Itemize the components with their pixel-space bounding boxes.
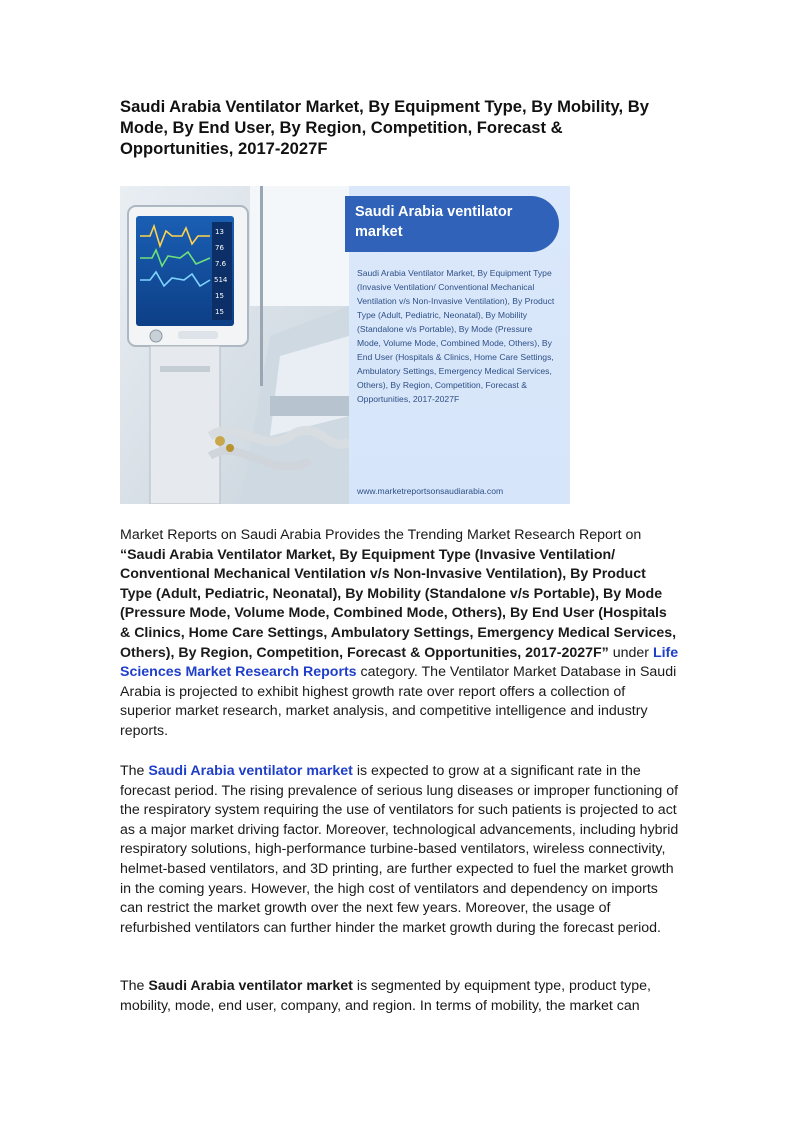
monitor-reading: 514 bbox=[214, 276, 228, 284]
report-banner-image bbox=[120, 186, 570, 504]
monitor-reading: 13 bbox=[215, 228, 224, 236]
banner-url: www.marketreportsonsaudiarabia.com bbox=[357, 486, 504, 496]
banner-heading: Saudi Arabia ventilator market bbox=[355, 204, 513, 240]
document-title: Saudi Arabia Ventilator Market, By Equipment Type, By Mobility, By Mode, By End User, By Region, Competition, Forecast & Opportunities, 2017-2027F bbox=[120, 97, 649, 158]
p3-bold-term: Saudi Arabia ventilator market bbox=[148, 978, 353, 994]
ventilator-photo bbox=[120, 186, 349, 504]
paragraph-market-overview bbox=[120, 762, 680, 938]
monitor-reading: 15 bbox=[215, 308, 224, 316]
under-text: under bbox=[608, 644, 653, 661]
p3-lead: The bbox=[120, 978, 149, 994]
paragraph-intro bbox=[120, 526, 680, 742]
monitor-reading: 15 bbox=[215, 292, 224, 300]
intro-text: Market Reports on Saudi Arabia Provides the Trending Market Research Report on bbox=[120, 527, 642, 543]
banner-description: Saudi Arabia Ventilator Market, By Equipment Type (Invasive Ventilation/ Conventional Mechanical Ventilation v/s Non-Invasive Ventilation), By Product Type (Adult, Pediatric, Neonatal), By Mobility (Standalone v/s Portable), By Mode (Pressure Mode, Volume Mode, Combined Mode, Others), By End User (Hospitals & Clinics, Home Care Settings, Ambulatory Settings, Emergency Medical Services, Others), By Region, Competition, Forecast & Opportunities, 2017-2027F bbox=[357, 268, 555, 404]
p2-rest: is expected to grow at a significant rate in the forecast period. The rising prevalence of serious lung diseases or improper functioning of the respiratory system requiring the use of ventilators for such patients is projected to act as a major market driving factor. Moreover, technological advancements, including hybrid respiratory solutions, high-performance turbine-based ventilators, wireless connectivity, helmet-based ventilators, and 3D printing, are further expected to fuel the market growth in the coming years. However, the high cost of ventilators and dependency on imports can restrict the market growth over the next few years. Moreover, the usage of refurbished ventilators can further hinder the market growth during the forecast period. bbox=[120, 763, 679, 936]
saudi-ventilator-market-link[interactable]: Saudi Arabia ventilator market bbox=[148, 763, 353, 779]
banner-info-panel bbox=[349, 186, 570, 504]
monitor-reading: 7.6 bbox=[215, 260, 227, 268]
p2-lead: The bbox=[120, 763, 149, 779]
intro-rest-text: category. The Ventilator Market Database in Saudi Arabia is projected to exhibit highest growth rate over report offers a collection of superior market research, market analysis, and competitive intelligence and industry reports. bbox=[120, 664, 677, 739]
monitor-reading: 76 bbox=[215, 244, 224, 252]
paragraph-segmentation bbox=[120, 977, 680, 1016]
banner-heading-pill bbox=[345, 196, 559, 252]
report-title-text: “Saudi Arabia Ventilator Market, By Equipment Type (Invasive Ventilation/ Conventional Mechanical Ventilation v/s Non-Invasive Ventilation), By Product Type (Adult, Pediatric, Neonatal), By Mobility (Standalone v/s Portable), By Mode (Pressure Mode, Volume Mode, Combined Mode, Others), By End User (Hospitals & Clinics, Home Care Settings, Ambulatory Settings, Emergency Medical Services, Others), By Region, Competition, Forecast & Opportunities, 2017-2027F” bbox=[120, 546, 677, 661]
life-sciences-category-link[interactable]: Life Sciences Market Research Reports bbox=[120, 644, 679, 681]
p3-rest: is segmented by equipment type, product type, mobility, mode, end user, company, and region. In terms of mobility, the market can bbox=[120, 978, 651, 1014]
